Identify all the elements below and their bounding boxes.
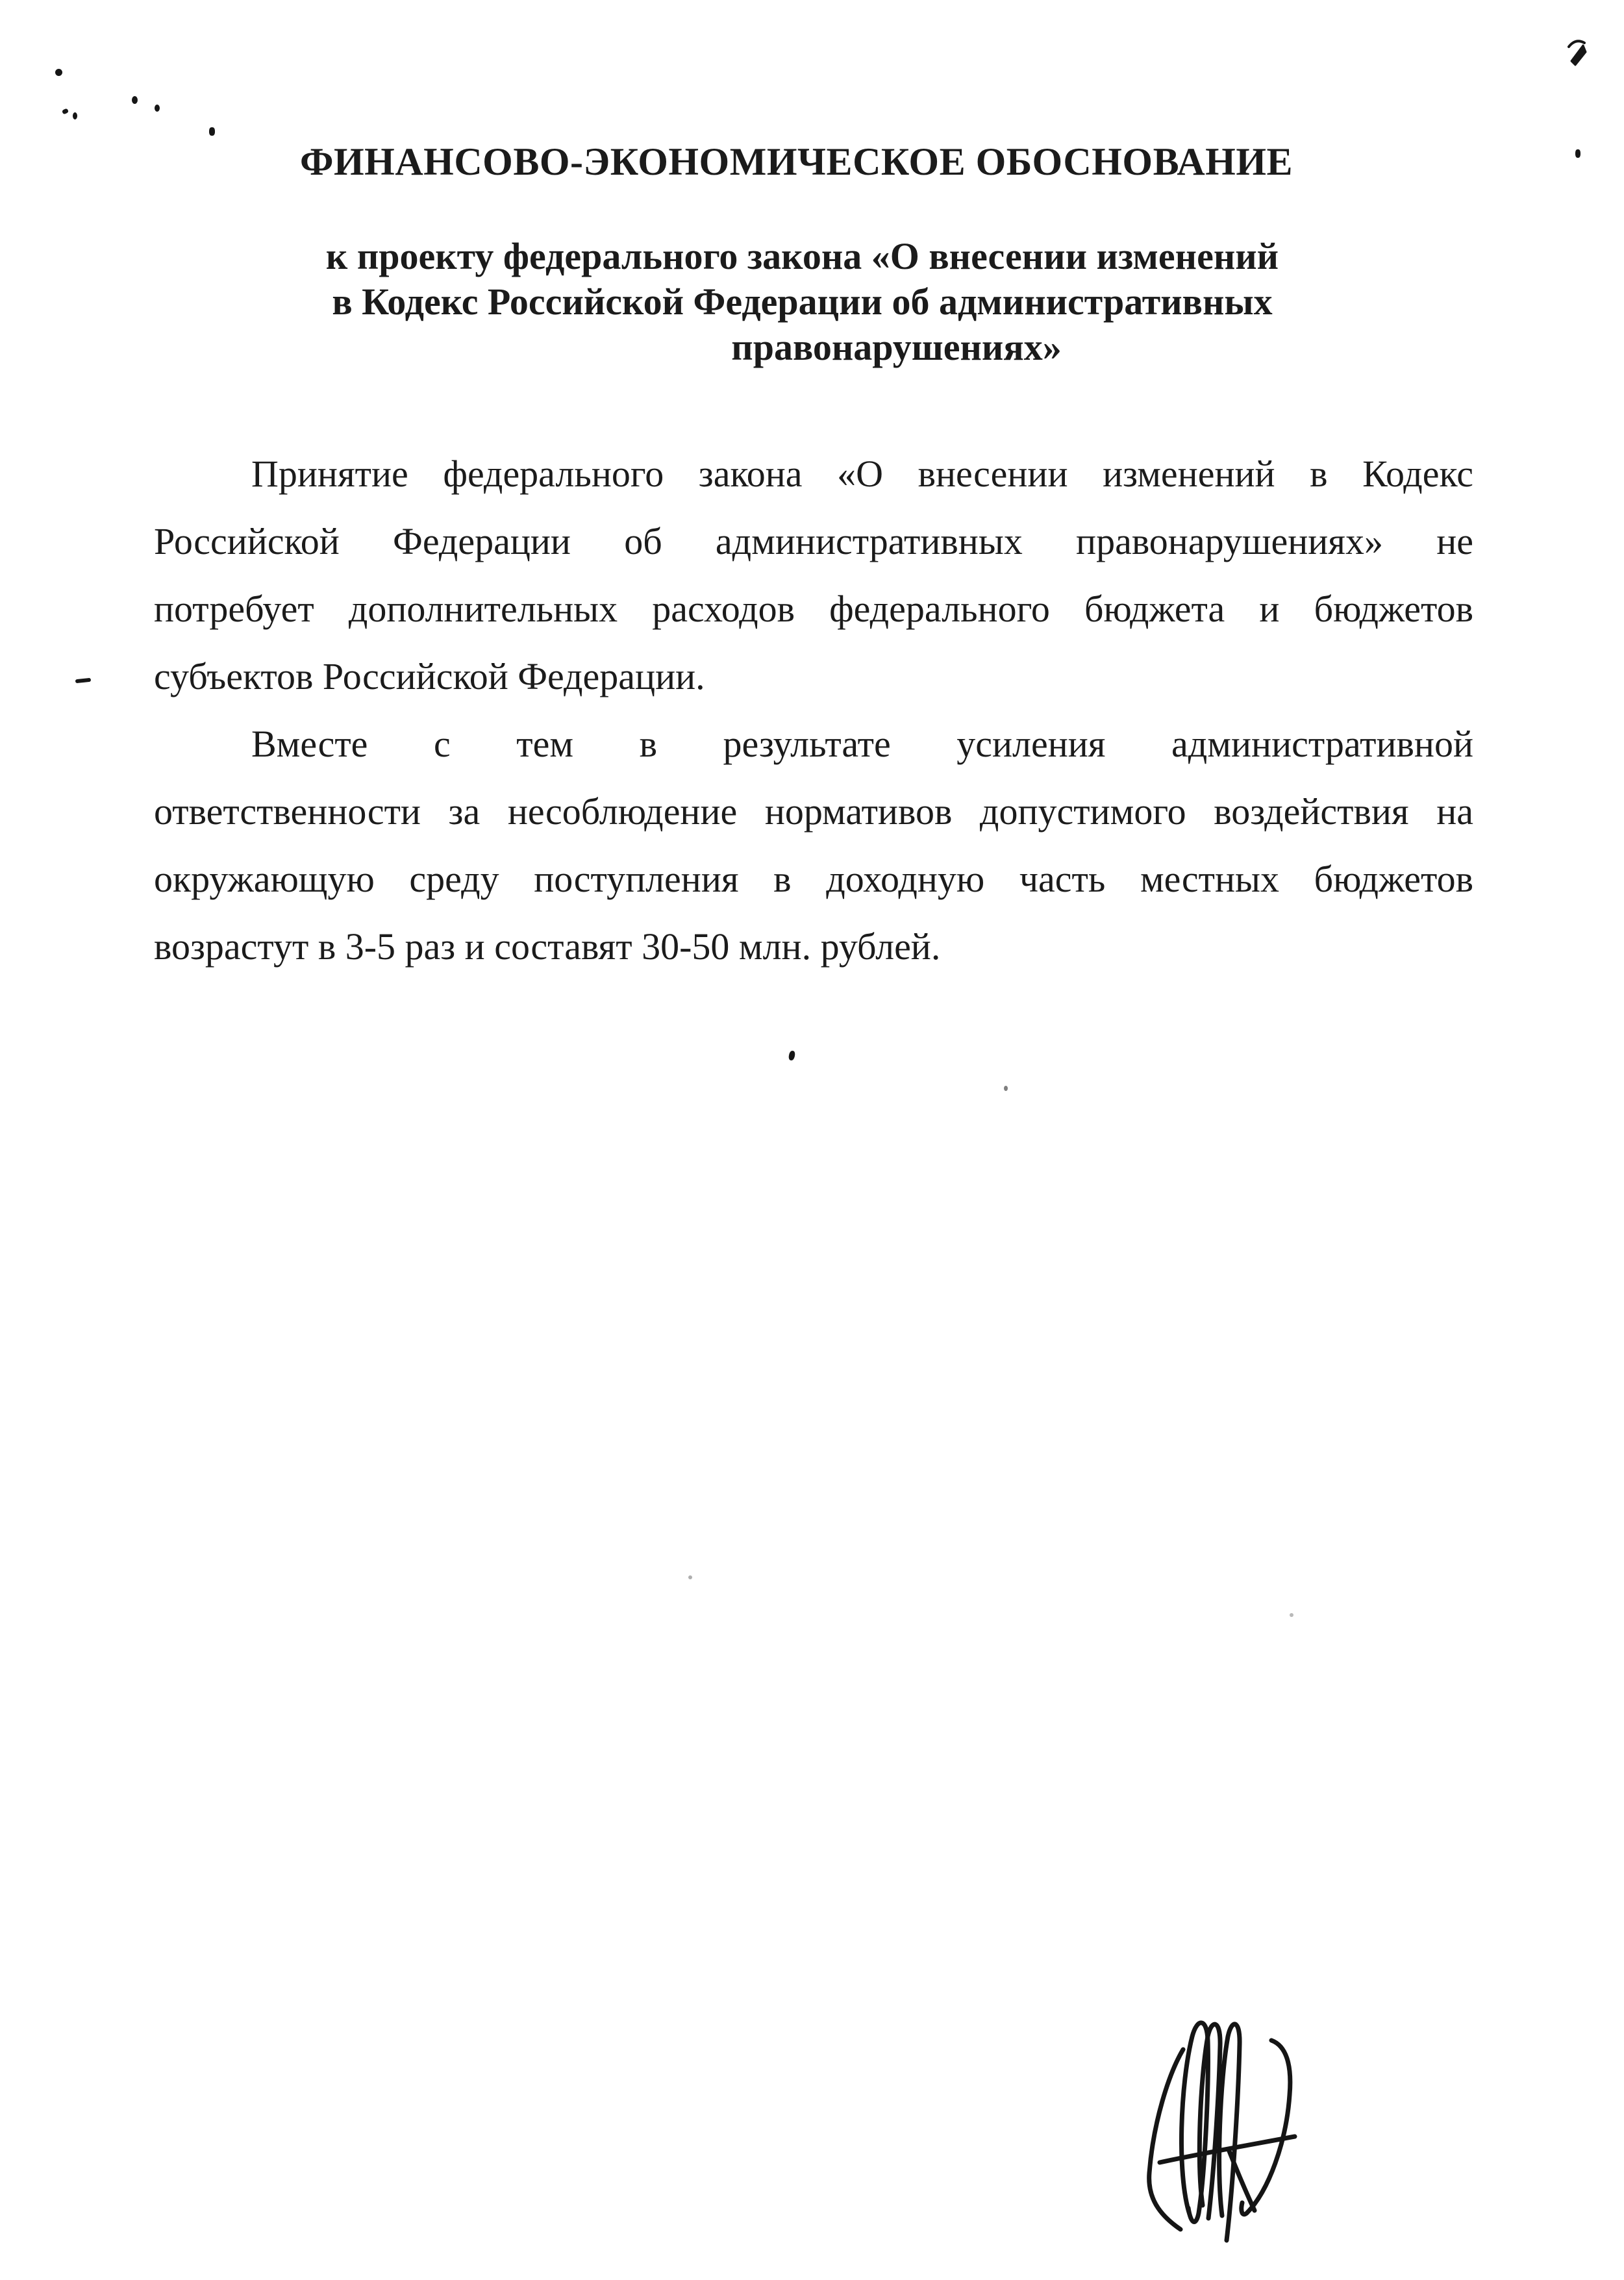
body-line: субъектов Российской Федерации. (154, 655, 705, 697)
ink-speck (155, 105, 160, 112)
body-line: окружающую среду поступления в доходную часть местных бюджетов (154, 858, 1473, 900)
ink-speck (209, 127, 215, 136)
body-line: Российской Федерации об административных правонарушениях» не (154, 520, 1473, 562)
ink-speck (132, 96, 138, 104)
ink-speck (688, 1575, 692, 1579)
body-line: Вместе с тем в результате усиления административной (251, 723, 1473, 765)
body-line: возрастут в 3-5 раз и составят 30-50 млн. рублей. (154, 925, 941, 968)
body-line: потребует дополнительных расходов федерального бюджета и бюджетов (154, 588, 1473, 630)
ink-blot-top-right (1566, 38, 1595, 70)
ink-speck (1290, 1613, 1293, 1617)
ink-speck (75, 678, 91, 683)
document-body (154, 440, 1473, 981)
ink-speck (788, 1050, 796, 1061)
ink-speck (1004, 1086, 1008, 1091)
signature-scribble (1130, 1999, 1318, 2259)
ink-speck (62, 108, 69, 114)
subtitle-line-2: в Кодекс Российской Федерации об административных (332, 281, 1273, 323)
document-subtitle (0, 234, 1605, 370)
subtitle-line-1: к проекту федерального закона «О внесении изменений (325, 235, 1279, 277)
ink-speck (55, 69, 62, 76)
document-title: ФИНАНСОВО-ЭКОНОМИЧЕСКОЕ ОБОСНОВАНИЕ (299, 140, 1293, 183)
body-line: Принятие федерального закона «О внесении изменений в Кодекс (251, 453, 1473, 495)
ink-speck (73, 112, 77, 119)
body-line: ответственности за несоблюдение нормативов допустимого воздействия на (154, 790, 1473, 833)
subtitle-line-3: правонарушениях» (731, 326, 1062, 368)
ink-speck (1575, 149, 1580, 158)
